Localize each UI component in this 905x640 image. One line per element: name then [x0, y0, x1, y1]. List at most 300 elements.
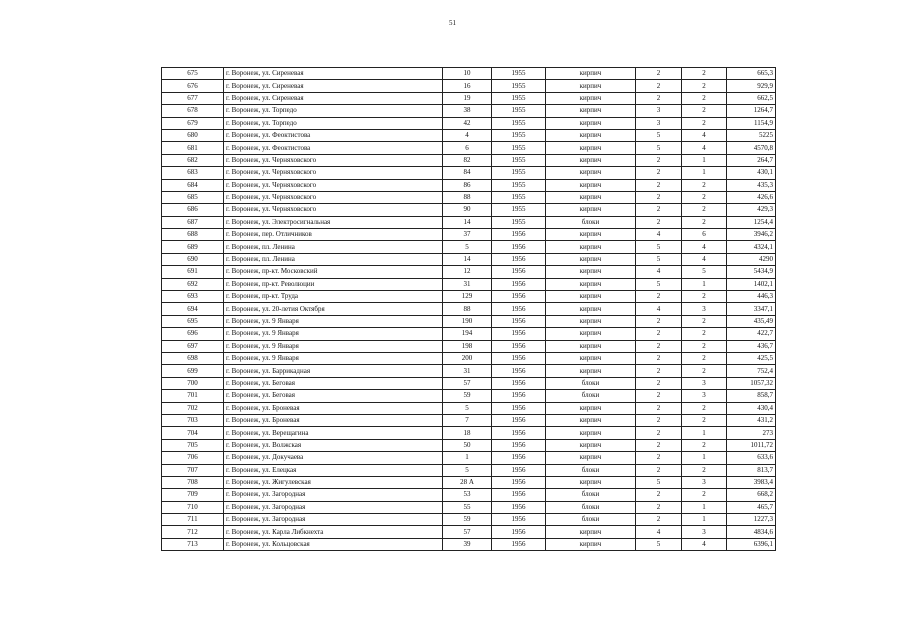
address-cell: г. Воронеж, ул. Сиреневая: [224, 80, 443, 92]
table-row: [162, 191, 776, 203]
floors-cell: 2: [636, 291, 682, 303]
address-cell: г. Воронеж, ул. 20-летия Октября: [224, 303, 443, 315]
entrances-cell: 2: [682, 92, 727, 104]
floors-cell: 3: [636, 105, 682, 117]
row-number-cell: 681: [162, 142, 224, 154]
entrances-cell: 2: [682, 464, 727, 476]
year-built-cell: 1956: [492, 229, 546, 241]
house-number-cell: 55: [443, 501, 492, 513]
entrances-cell: 1: [682, 514, 727, 526]
floors-cell: 2: [636, 402, 682, 414]
row-number-cell: 678: [162, 105, 224, 117]
house-number-cell: 57: [443, 377, 492, 389]
floors-cell: 2: [636, 501, 682, 513]
year-built-cell: 1956: [492, 315, 546, 327]
year-built-cell: 1955: [492, 154, 546, 166]
table-row: [162, 179, 776, 191]
house-number-cell: 129: [443, 291, 492, 303]
address-cell: г. Воронеж, ул. Сиреневая: [224, 92, 443, 104]
table-row: [162, 365, 776, 377]
wall-material-cell: кирпич: [546, 253, 636, 265]
address-cell: г. Воронеж, ул. Загородная: [224, 489, 443, 501]
house-number-cell: 190: [443, 315, 492, 327]
house-number-cell: 39: [443, 538, 492, 550]
house-number-cell: 200: [443, 352, 492, 364]
entrances-cell: 3: [682, 303, 727, 315]
area-cell: 1227,3: [727, 514, 776, 526]
entrances-cell: 2: [682, 489, 727, 501]
wall-material-cell: кирпич: [546, 105, 636, 117]
floors-cell: 2: [636, 328, 682, 340]
address-cell: г. Воронеж, ул. Броневая: [224, 402, 443, 414]
row-number-cell: 699: [162, 365, 224, 377]
floors-cell: 4: [636, 266, 682, 278]
year-built-cell: 1956: [492, 489, 546, 501]
table-row: [162, 266, 776, 278]
entrances-cell: 2: [682, 80, 727, 92]
address-cell: г. Воронеж, ул. Докучаева: [224, 452, 443, 464]
row-number-cell: 676: [162, 80, 224, 92]
entrances-cell: 2: [682, 105, 727, 117]
wall-material-cell: кирпич: [546, 538, 636, 550]
entrances-cell: 1: [682, 278, 727, 290]
floors-cell: 4: [636, 303, 682, 315]
wall-material-cell: кирпич: [546, 414, 636, 426]
table-row: [162, 352, 776, 364]
floors-cell: 2: [636, 514, 682, 526]
wall-material-cell: кирпич: [546, 241, 636, 253]
entrances-cell: 2: [682, 414, 727, 426]
floors-cell: 2: [636, 179, 682, 191]
floors-cell: 2: [636, 68, 682, 80]
entrances-cell: 1: [682, 501, 727, 513]
address-cell: г. Воронеж, ул. Баррикадная: [224, 365, 443, 377]
row-number-cell: 693: [162, 291, 224, 303]
row-number-cell: 680: [162, 129, 224, 141]
entrances-cell: 3: [682, 377, 727, 389]
housing-registry-table: [161, 67, 776, 551]
area-cell: 436,7: [727, 340, 776, 352]
wall-material-cell: кирпич: [546, 117, 636, 129]
table-row: [162, 105, 776, 117]
area-cell: 929,9: [727, 80, 776, 92]
row-number-cell: 697: [162, 340, 224, 352]
row-number-cell: 695: [162, 315, 224, 327]
house-number-cell: 4: [443, 129, 492, 141]
address-cell: г. Воронеж, ул. 9 Января: [224, 340, 443, 352]
area-cell: 813,7: [727, 464, 776, 476]
table-row: [162, 216, 776, 228]
row-number-cell: 700: [162, 377, 224, 389]
year-built-cell: 1956: [492, 291, 546, 303]
floors-cell: 2: [636, 92, 682, 104]
row-number-cell: 694: [162, 303, 224, 315]
house-number-cell: 19: [443, 92, 492, 104]
row-number-cell: 685: [162, 191, 224, 203]
wall-material-cell: кирпич: [546, 229, 636, 241]
table-row: [162, 390, 776, 402]
year-built-cell: 1956: [492, 514, 546, 526]
row-number-cell: 683: [162, 167, 224, 179]
floors-cell: 2: [636, 216, 682, 228]
area-cell: 4290: [727, 253, 776, 265]
row-number-cell: 679: [162, 117, 224, 129]
year-built-cell: 1956: [492, 538, 546, 550]
address-cell: г. Воронеж, ул. Черняховского: [224, 167, 443, 179]
wall-material-cell: кирпич: [546, 266, 636, 278]
house-number-cell: 59: [443, 390, 492, 402]
area-cell: 435,3: [727, 179, 776, 191]
area-cell: 665,3: [727, 68, 776, 80]
table-row: [162, 464, 776, 476]
address-cell: г. Воронеж, ул. Беговая: [224, 390, 443, 402]
row-number-cell: 710: [162, 501, 224, 513]
entrances-cell: 4: [682, 129, 727, 141]
wall-material-cell: кирпич: [546, 68, 636, 80]
table-row: [162, 142, 776, 154]
row-number-cell: 705: [162, 439, 224, 451]
row-number-cell: 709: [162, 489, 224, 501]
address-cell: г. Воронеж, пр-кт. Революции: [224, 278, 443, 290]
house-number-cell: 18: [443, 427, 492, 439]
table-row: [162, 80, 776, 92]
area-cell: 446,3: [727, 291, 776, 303]
wall-material-cell: кирпич: [546, 142, 636, 154]
year-built-cell: 1956: [492, 340, 546, 352]
entrances-cell: 2: [682, 340, 727, 352]
wall-material-cell: кирпич: [546, 291, 636, 303]
floors-cell: 2: [636, 427, 682, 439]
address-cell: г. Воронеж, пр-кт. Московский: [224, 266, 443, 278]
row-number-cell: 677: [162, 92, 224, 104]
area-cell: 435,49: [727, 315, 776, 327]
entrances-cell: 1: [682, 452, 727, 464]
year-built-cell: 1955: [492, 216, 546, 228]
row-number-cell: 712: [162, 526, 224, 538]
table-row: [162, 452, 776, 464]
floors-cell: 4: [636, 526, 682, 538]
floors-cell: 2: [636, 167, 682, 179]
wall-material-cell: кирпич: [546, 328, 636, 340]
year-built-cell: 1956: [492, 266, 546, 278]
house-number-cell: 90: [443, 204, 492, 216]
year-built-cell: 1956: [492, 427, 546, 439]
address-cell: г. Воронеж, ул. Карла Либкнехта: [224, 526, 443, 538]
entrances-cell: 4: [682, 241, 727, 253]
house-number-cell: 5: [443, 402, 492, 414]
house-number-cell: 31: [443, 365, 492, 377]
house-number-cell: 14: [443, 253, 492, 265]
area-cell: 429,3: [727, 204, 776, 216]
floors-cell: 5: [636, 142, 682, 154]
wall-material-cell: кирпич: [546, 315, 636, 327]
house-number-cell: 82: [443, 154, 492, 166]
wall-material-cell: кирпич: [546, 340, 636, 352]
year-built-cell: 1955: [492, 92, 546, 104]
table-row: [162, 278, 776, 290]
table-row: [162, 129, 776, 141]
house-number-cell: 10: [443, 68, 492, 80]
area-cell: 1154,9: [727, 117, 776, 129]
entrances-cell: 2: [682, 179, 727, 191]
area-cell: 5225: [727, 129, 776, 141]
floors-cell: 2: [636, 365, 682, 377]
area-cell: 5434,9: [727, 266, 776, 278]
year-built-cell: 1956: [492, 476, 546, 488]
floors-cell: 2: [636, 154, 682, 166]
address-cell: г. Воронеж, пл. Ленина: [224, 253, 443, 265]
wall-material-cell: кирпич: [546, 129, 636, 141]
floors-cell: 5: [636, 129, 682, 141]
house-number-cell: 1: [443, 452, 492, 464]
floors-cell: 5: [636, 241, 682, 253]
address-cell: г. Воронеж, ул. Торпедо: [224, 117, 443, 129]
wall-material-cell: кирпич: [546, 526, 636, 538]
year-built-cell: 1955: [492, 68, 546, 80]
year-built-cell: 1956: [492, 390, 546, 402]
floors-cell: 5: [636, 278, 682, 290]
wall-material-cell: блоки: [546, 514, 636, 526]
area-cell: 633,6: [727, 452, 776, 464]
row-number-cell: 711: [162, 514, 224, 526]
year-built-cell: 1955: [492, 80, 546, 92]
floors-cell: 5: [636, 476, 682, 488]
entrances-cell: 2: [682, 328, 727, 340]
wall-material-cell: блоки: [546, 390, 636, 402]
table-row: [162, 340, 776, 352]
floors-cell: 2: [636, 390, 682, 402]
address-cell: г. Воронеж, ул. Черняховского: [224, 179, 443, 191]
floors-cell: 2: [636, 204, 682, 216]
table-row: [162, 427, 776, 439]
area-cell: 1264,7: [727, 105, 776, 117]
wall-material-cell: кирпич: [546, 154, 636, 166]
table-row: [162, 303, 776, 315]
entrances-cell: 2: [682, 216, 727, 228]
area-cell: 422,7: [727, 328, 776, 340]
address-cell: г. Воронеж, ул. 9 Января: [224, 328, 443, 340]
year-built-cell: 1956: [492, 241, 546, 253]
address-cell: г. Воронеж, ул. Электросигнальная: [224, 216, 443, 228]
entrances-cell: 3: [682, 390, 727, 402]
house-number-cell: 14: [443, 216, 492, 228]
floors-cell: 2: [636, 315, 682, 327]
row-number-cell: 682: [162, 154, 224, 166]
wall-material-cell: кирпич: [546, 352, 636, 364]
address-cell: г. Воронеж, ул. Верещагина: [224, 427, 443, 439]
address-cell: г. Воронеж, ул. Торпедо: [224, 105, 443, 117]
table-row: [162, 241, 776, 253]
area-cell: 1254,4: [727, 216, 776, 228]
row-number-cell: 691: [162, 266, 224, 278]
year-built-cell: 1956: [492, 253, 546, 265]
page-number: 51: [449, 19, 456, 27]
table-row: [162, 229, 776, 241]
row-number-cell: 684: [162, 179, 224, 191]
address-cell: г. Воронеж, ул. Елецкая: [224, 464, 443, 476]
entrances-cell: 3: [682, 526, 727, 538]
wall-material-cell: кирпич: [546, 278, 636, 290]
table-row: [162, 489, 776, 501]
row-number-cell: 707: [162, 464, 224, 476]
address-cell: г. Воронеж, ул. Волжская: [224, 439, 443, 451]
floors-cell: 2: [636, 191, 682, 203]
house-number-cell: 42: [443, 117, 492, 129]
row-number-cell: 687: [162, 216, 224, 228]
row-number-cell: 675: [162, 68, 224, 80]
area-cell: 668,2: [727, 489, 776, 501]
floors-cell: 2: [636, 452, 682, 464]
year-built-cell: 1955: [492, 105, 546, 117]
wall-material-cell: кирпич: [546, 427, 636, 439]
row-number-cell: 701: [162, 390, 224, 402]
address-cell: г. Воронеж, ул. Кольцовская: [224, 538, 443, 550]
wall-material-cell: блоки: [546, 501, 636, 513]
area-cell: 465,7: [727, 501, 776, 513]
year-built-cell: 1955: [492, 204, 546, 216]
house-number-cell: 59: [443, 514, 492, 526]
area-cell: 431,2: [727, 414, 776, 426]
entrances-cell: 5: [682, 266, 727, 278]
wall-material-cell: блоки: [546, 216, 636, 228]
entrances-cell: 2: [682, 117, 727, 129]
house-number-cell: 198: [443, 340, 492, 352]
year-built-cell: 1956: [492, 402, 546, 414]
floors-cell: 2: [636, 414, 682, 426]
address-cell: г. Воронеж, ул. Феоктистова: [224, 142, 443, 154]
house-number-cell: 88: [443, 191, 492, 203]
table-body: [162, 68, 776, 551]
house-number-cell: 38: [443, 105, 492, 117]
year-built-cell: 1956: [492, 328, 546, 340]
year-built-cell: 1955: [492, 179, 546, 191]
house-number-cell: 194: [443, 328, 492, 340]
row-number-cell: 708: [162, 476, 224, 488]
entrances-cell: 2: [682, 191, 727, 203]
row-number-cell: 698: [162, 352, 224, 364]
house-number-cell: 57: [443, 526, 492, 538]
wall-material-cell: кирпич: [546, 167, 636, 179]
row-number-cell: 688: [162, 229, 224, 241]
area-cell: 1057,32: [727, 377, 776, 389]
house-number-cell: 37: [443, 229, 492, 241]
house-number-cell: 31: [443, 278, 492, 290]
table-row: [162, 414, 776, 426]
table-row: [162, 377, 776, 389]
table-row: [162, 253, 776, 265]
wall-material-cell: кирпич: [546, 365, 636, 377]
address-cell: г. Воронеж, ул. Черняховского: [224, 191, 443, 203]
row-number-cell: 706: [162, 452, 224, 464]
year-built-cell: 1955: [492, 129, 546, 141]
table-row: [162, 402, 776, 414]
entrances-cell: 2: [682, 365, 727, 377]
table-row: [162, 68, 776, 80]
area-cell: 4834,6: [727, 526, 776, 538]
house-number-cell: 53: [443, 489, 492, 501]
wall-material-cell: кирпич: [546, 80, 636, 92]
wall-material-cell: блоки: [546, 489, 636, 501]
year-built-cell: 1956: [492, 452, 546, 464]
area-cell: 752,4: [727, 365, 776, 377]
entrances-cell: 4: [682, 538, 727, 550]
house-number-cell: 86: [443, 179, 492, 191]
house-number-cell: 5: [443, 464, 492, 476]
table-row: [162, 154, 776, 166]
floors-cell: 2: [636, 352, 682, 364]
wall-material-cell: кирпич: [546, 179, 636, 191]
year-built-cell: 1956: [492, 352, 546, 364]
area-cell: 4324,1: [727, 241, 776, 253]
floors-cell: 2: [636, 80, 682, 92]
floors-cell: 3: [636, 117, 682, 129]
row-number-cell: 702: [162, 402, 224, 414]
address-cell: г. Воронеж, ул. Беговая: [224, 377, 443, 389]
row-number-cell: 704: [162, 427, 224, 439]
entrances-cell: 2: [682, 68, 727, 80]
area-cell: 273: [727, 427, 776, 439]
entrances-cell: 4: [682, 142, 727, 154]
entrances-cell: 2: [682, 291, 727, 303]
wall-material-cell: кирпич: [546, 92, 636, 104]
row-number-cell: 696: [162, 328, 224, 340]
row-number-cell: 713: [162, 538, 224, 550]
wall-material-cell: кирпич: [546, 439, 636, 451]
table-row: [162, 204, 776, 216]
wall-material-cell: кирпич: [546, 204, 636, 216]
year-built-cell: 1956: [492, 303, 546, 315]
year-built-cell: 1956: [492, 365, 546, 377]
wall-material-cell: кирпич: [546, 476, 636, 488]
entrances-cell: 4: [682, 253, 727, 265]
floors-cell: 2: [636, 489, 682, 501]
house-number-cell: 5: [443, 241, 492, 253]
address-cell: г. Воронеж, пр-кт. Труда: [224, 291, 443, 303]
area-cell: 264,7: [727, 154, 776, 166]
year-built-cell: 1955: [492, 117, 546, 129]
year-built-cell: 1956: [492, 439, 546, 451]
address-cell: г. Воронеж, ул. Броневая: [224, 414, 443, 426]
year-built-cell: 1955: [492, 142, 546, 154]
floors-cell: 2: [636, 340, 682, 352]
house-number-cell: 16: [443, 80, 492, 92]
address-cell: г. Воронеж, ул. Сиреневая: [224, 68, 443, 80]
floors-cell: 2: [636, 464, 682, 476]
entrances-cell: 6: [682, 229, 727, 241]
year-built-cell: 1956: [492, 377, 546, 389]
table-row: [162, 117, 776, 129]
floors-cell: 2: [636, 439, 682, 451]
wall-material-cell: кирпич: [546, 402, 636, 414]
year-built-cell: 1955: [492, 167, 546, 179]
floors-cell: 2: [636, 377, 682, 389]
year-built-cell: 1956: [492, 464, 546, 476]
year-built-cell: 1956: [492, 278, 546, 290]
year-built-cell: 1956: [492, 526, 546, 538]
table-row: [162, 328, 776, 340]
row-number-cell: 689: [162, 241, 224, 253]
row-number-cell: 703: [162, 414, 224, 426]
address-cell: г. Воронеж, пер. Отличников: [224, 229, 443, 241]
entrances-cell: 1: [682, 167, 727, 179]
area-cell: 4570,8: [727, 142, 776, 154]
wall-material-cell: блоки: [546, 377, 636, 389]
table-row: [162, 538, 776, 550]
house-number-cell: 7: [443, 414, 492, 426]
entrances-cell: 2: [682, 315, 727, 327]
house-number-cell: 6: [443, 142, 492, 154]
wall-material-cell: кирпич: [546, 191, 636, 203]
